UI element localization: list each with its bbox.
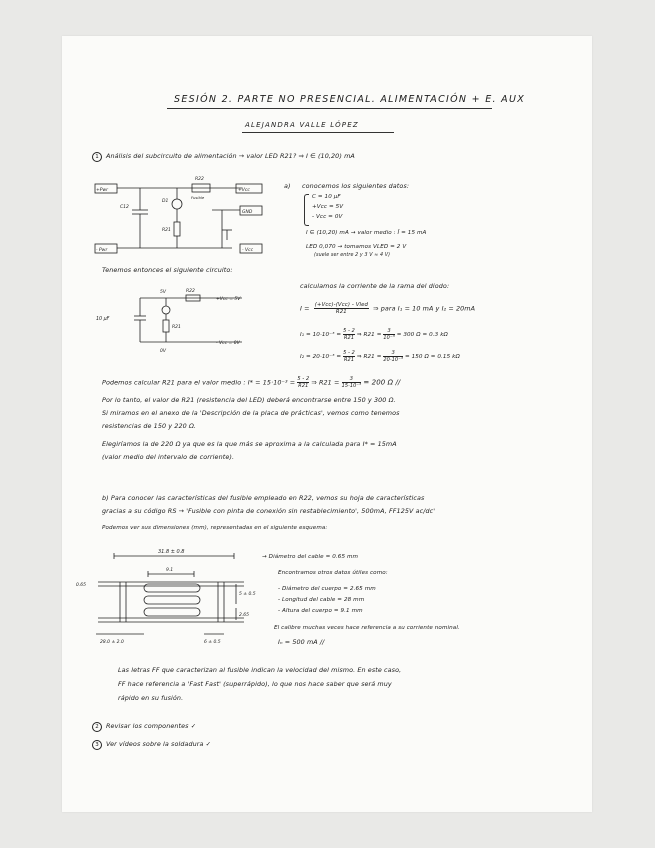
interval-line: I ∈ (10,20) mA → valor medio : Ī = 15 mA — [306, 230, 427, 236]
dim-total-length: 31.8 ± 0.8 — [158, 549, 185, 555]
capacitor-label: 10 μF — [96, 317, 110, 322]
calc-i2-lhs: I₂ = 20·10⁻³ = — [300, 354, 342, 360]
nominal-current: Iₙ = 500 mA // — [278, 638, 325, 646]
calc-i1-lhs: I₁ = 10·10⁻³ = — [300, 332, 342, 338]
part-b-line-1: b) Para conocer las características del fusible empleado en R22, vemos su hoja de características — [102, 494, 425, 502]
formula-current-lhs: I = — [300, 304, 310, 313]
dim-spacing: 5 ± 0.5 — [239, 592, 256, 597]
dim-lead-length: 28.0 ± 2.0 — [100, 640, 124, 645]
r21-label-2: R21 — [172, 325, 181, 330]
body-height-item: - Altura del cuerpo = 9.1 mm — [278, 608, 363, 614]
calc-i2-frac1-den: R21 — [343, 357, 355, 363]
calc-mean-frac2-num: 3 — [342, 376, 362, 383]
brace — [304, 194, 309, 226]
vcc-pos-label: +Vcc — [238, 188, 250, 193]
r22-label: R22 — [195, 177, 204, 182]
calc-i2-frac2-num: 3 — [383, 350, 403, 357]
calc-i2-result: = 150 Ω = 0.15 kΩ — [404, 354, 460, 360]
dim-wire-diameter: 0.65 — [76, 583, 87, 588]
calc-mean-intro: Podemos calcular R21 para el valor medio : — [102, 378, 246, 387]
ff-line-2: FF hace referencia a 'Fast Fast' (superrápido), lo que nos hace saber que será muy — [118, 680, 392, 688]
section-number: 1 — [92, 152, 102, 162]
dim-body-diameter: 2.65 — [239, 613, 250, 618]
dim-body-length: 9.1 — [166, 568, 174, 573]
led-branch-circuit-diagram — [96, 288, 262, 358]
conclusion-line-3: resistencias de 150 y 220 Ω. — [102, 422, 197, 430]
section-3-item — [92, 740, 211, 750]
calc-i1-mid: ⇒ R21 = — [356, 332, 382, 338]
wire-length-item: - Longitud del cable = 28 mm — [278, 597, 365, 603]
part-b-line-2: gracias a su código RS → 'Fusible con pinta de conexión sin restablecimiento', 500mA, FF125V ac/dc' — [102, 507, 436, 515]
calc-i2-frac2-den: 20·10⁻³ — [383, 357, 404, 363]
calc-i1-frac1-den: R21 — [343, 335, 355, 341]
calc-i2 — [300, 350, 460, 363]
section-3-text: Ver vídeos sobre la soldadura ✓ — [106, 740, 212, 748]
part-b-line-3: Podemos ver sus dimensiones (mm), representadas en el siguiente esquema: — [102, 525, 328, 531]
datum-c: C = 10 μF — [312, 194, 341, 200]
page-title: SESIÓN 2. PARTE NO PRESENCIAL. ALIMENTACIÓN + E. AUX — [174, 94, 526, 105]
calc-intro: calculamos la corriente de la rama del diodo: — [300, 282, 450, 290]
calc-mean-frac2-den: 15·10⁻³ — [341, 383, 362, 389]
calc-i2-frac1-num: 5 - 2 — [343, 350, 355, 356]
calc-mean-lhs: I* = 15·10⁻³ = — [247, 378, 296, 387]
fuse-dimension-drawing — [76, 548, 264, 648]
d1-label: D1 — [162, 199, 169, 204]
section-3-number: 3 — [92, 740, 102, 750]
led-line-2: (suele ser entre 2 y 3 V ≈ 4 V) — [314, 253, 391, 258]
section-1-heading — [92, 152, 355, 162]
calc-mean — [102, 376, 400, 389]
calc-mean-result: = 200 Ω // — [363, 378, 401, 387]
datum-vcc-pos: +Vcc = 5V — [312, 204, 344, 210]
calc-mean-frac2 — [342, 376, 362, 389]
calc-i1 — [300, 328, 448, 341]
calc-mean-frac1-den: R21 — [298, 383, 309, 389]
calc-i2-frac1 — [343, 350, 355, 363]
power-circuit-diagram — [92, 168, 272, 278]
title-underline — [167, 108, 492, 109]
fusible-label: Fusible — [191, 195, 205, 200]
formula-current-numerator: (+Vcc)-(Vcc) - Vled — [314, 302, 369, 308]
calc-i1-result: = 300 Ω = 0.3 kΩ — [396, 332, 448, 338]
section-1-heading-text: Análisis del subcircuito de alimentación → valor LED R21? ⇒ I ∈ (10,20) mA — [106, 152, 355, 160]
calc-i1-frac2 — [383, 328, 394, 341]
choice-line-1: Elegiríamos la de 220 Ω ya que es la que más se aproxima a la calculada para I* = 15mA — [102, 440, 397, 448]
choice-line-2: (valor medio del intervalo de corriente). — [102, 453, 235, 461]
calc-mean-frac1 — [297, 376, 309, 389]
section-2-text: Revisar los componentes ✓ — [106, 722, 197, 730]
pwr-neg-label: - Pwr — [96, 248, 108, 253]
notebook-page — [62, 36, 592, 812]
formula-current-fraction — [314, 302, 369, 315]
vcc-neg-label: - Vcc — [242, 248, 254, 253]
formula-current — [300, 302, 475, 315]
calc-i1-frac1 — [343, 328, 355, 341]
caliber-note: El calibre muchas veces hace referencia a su corriente nominal. — [274, 625, 460, 631]
gnd-label: GND — [242, 210, 253, 215]
vcc-pos-label-2: +Vcc = 5V — [216, 297, 241, 302]
v5-label: 5V — [160, 290, 166, 295]
part-a-label: a) — [284, 182, 291, 190]
calc-i1-frac2-den: 10⁻³ — [383, 335, 395, 341]
v0-label: 0V — [160, 349, 166, 354]
vcc-neg-label-2: - Vcc = 0V — [216, 341, 240, 346]
circuit-intro: Tenemos entonces el siguiente circuito: — [102, 266, 233, 274]
formula-current-rhs: ⇒ para I₁ = 10 mA y I₂ = 20mA — [373, 304, 476, 313]
known-data-intro: conocemos los siguientes datos: — [302, 182, 410, 190]
r22-label-2: R22 — [186, 289, 195, 294]
ff-line-3: rápido en su fusión. — [118, 694, 184, 702]
section-2-number: 2 — [92, 722, 102, 732]
body-diameter-item: - Diámetro del cuerpo = 2.65 mm — [278, 586, 376, 592]
calc-i1-frac2-num: 3 — [383, 328, 394, 335]
c12-label: C12 — [120, 205, 129, 210]
calc-i1-frac1-num: 5 - 2 — [343, 328, 355, 334]
calc-i2-frac2 — [383, 350, 403, 363]
conclusion-line-1: Por lo tanto, el valor de R21 (resistencia del LED) deberá encontrarse entre 150 y 300 Ω. — [102, 396, 396, 404]
ff-line-1: Las letras FF que caracterizan al fusible indican la velocidad del mismo. En este caso, — [118, 666, 402, 674]
led-line-1: LED 0,070 → tomamos VLED = 2 V — [306, 244, 407, 250]
formula-current-denominator: R21 — [335, 309, 347, 315]
section-2-item — [92, 722, 196, 732]
r21-label: R21 — [162, 228, 171, 233]
calc-mean-mid: ⇒ R21 = — [311, 378, 340, 387]
author-underline — [242, 132, 394, 133]
dim-end-length: 6 ± 0.5 — [204, 640, 221, 645]
other-data-intro: Encontramos otros datos útiles como: — [278, 570, 388, 576]
pwr-pos-label: +Pwr — [96, 188, 109, 193]
wire-diameter-note: → Diámetro del cable = 0.65 mm — [262, 554, 359, 560]
calc-i2-mid: ⇒ R21 = — [356, 354, 382, 360]
calc-mean-frac1-num: 5 - 2 — [297, 376, 310, 382]
datum-vcc-neg: - Vcc = 0V — [312, 214, 343, 220]
author-name: ALEJANDRA VALLE LÓPEZ — [245, 121, 359, 129]
conclusion-line-2: Si miramos en el anexo de la 'Descripción de la placa de prácticas', vemos como tenemos — [102, 409, 400, 417]
